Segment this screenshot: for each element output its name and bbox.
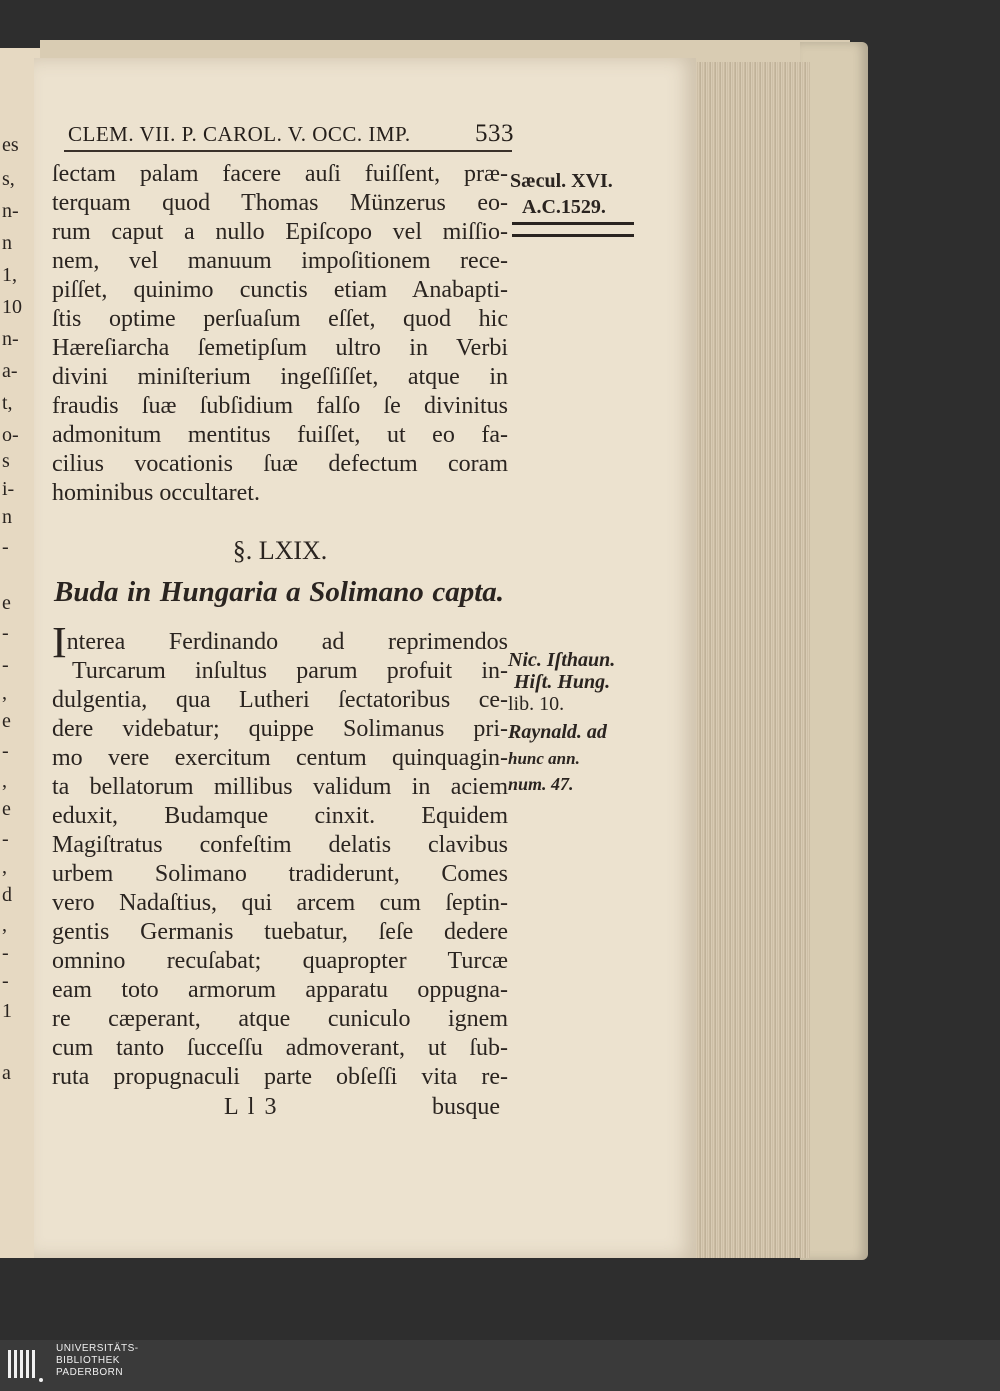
page-block-edges [692, 62, 810, 1258]
prev-page-fragment: d [2, 884, 12, 906]
text-line: ſtis optime perſuaſum eſſet, quod hic [52, 306, 508, 332]
page-number: 533 [475, 120, 514, 147]
margin-note: hunc ann. [508, 749, 580, 768]
text-line: nem, vel manuum impoſitionem rece- [52, 248, 508, 274]
prev-page-fragment: - [2, 654, 9, 676]
prev-page-fragment: , [2, 856, 7, 878]
prev-page-fragment: - [2, 536, 9, 558]
text-line: urbem Solimano tradiderunt, Comes [52, 861, 508, 887]
prev-page-fragment: , [2, 682, 7, 704]
library-name-line: PADERBORN [56, 1367, 124, 1378]
prev-page-fragment: o- [2, 424, 19, 446]
prev-page-fragment: t, [2, 392, 13, 414]
margin-note: num. 47. [508, 774, 574, 794]
margin-anno: A.C.1529. [522, 196, 606, 218]
text-line: omnino recuſabat; quapropter Turcæ [52, 948, 508, 974]
prev-page-fragment: - [2, 970, 9, 992]
prev-page-fragment: 10 [2, 296, 22, 318]
prev-page-fragment: n [2, 506, 12, 528]
prev-page-fragment: - [2, 740, 9, 762]
prev-page-fragment: e [2, 710, 11, 732]
text-line: Turcarum inſultus parum profuit in- [72, 658, 508, 684]
prev-page-fragment: e [2, 592, 11, 614]
text-line: Magiſtratus confeſtim delatis clavibus [52, 832, 508, 858]
text-line: re cæperant, atque cuniculo ignem [52, 1006, 508, 1032]
prev-page-fragment: - [2, 622, 9, 644]
text-line: piſſet, quinimo cunctis etiam Anabapti- [52, 277, 508, 303]
margin-note: Nic. Iſthaun. [508, 649, 616, 671]
prev-page-fragment: , [2, 914, 7, 936]
library-name-line: BIBLIOTHEK [56, 1355, 120, 1366]
prev-page-fragment: n- [2, 328, 19, 350]
margin-note: Raynald. ad [508, 721, 607, 743]
margin-saeculum: Sæcul. XVI. [510, 170, 613, 192]
prev-page-fragment: n [2, 232, 12, 254]
text-line: hominibus occultaret. [52, 480, 260, 506]
text-line: admonitum mentitus fuiſſet, ut eo fa- [52, 422, 508, 448]
prev-page-fragment: , [2, 770, 7, 792]
prev-page-fragment: i- [2, 478, 15, 500]
text-line: vero Nadaſtius, qui arcem cum ſeptin- [52, 890, 508, 916]
margin-double-rule [512, 222, 634, 237]
book-cover-edge [800, 42, 868, 1260]
text-line: dere videbatur; quippe Solimanus pri- [52, 716, 508, 742]
text-line-rest: nterea Ferdinando ad reprimendos [66, 629, 508, 655]
prev-page-fragment: s, [2, 168, 15, 190]
text-line: Hæreſiarcha ſemetipſum ultro in Verbi [52, 335, 508, 361]
text-line: ruta propugnaculi parte obſeſſi vita re- [52, 1064, 508, 1090]
text-line: eam toto armorum apparatu oppugna- [52, 977, 508, 1003]
text-line: ſectam palam facere auſi fuiſſent, præ- [52, 161, 508, 187]
prev-page-fragment: - [2, 942, 9, 964]
text-line: ta bellatorum millibus validum in aciem [52, 774, 508, 800]
prev-page-fragment: es [2, 134, 19, 156]
prev-page-fragment: - [2, 828, 9, 850]
prev-page-fragment: n- [2, 200, 19, 222]
text-line: gentis Germanis tuebatur, ſeſe dedere [52, 919, 508, 945]
section-number: §. LXIX. [232, 536, 328, 565]
text-line: rum caput a nullo Epiſcopo vel miſſio- [52, 219, 508, 245]
library-name-line: UNIVERSITÄTS- [56, 1343, 139, 1354]
prev-page-fragment: a [2, 1062, 11, 1084]
text-line: cum tanto ſucceſſu admoverant, ut ſub- [52, 1035, 508, 1061]
running-title: CLEM. VII. P. CAROL. V. OCC. IMP. [68, 122, 411, 146]
prev-page-fragment: e [2, 798, 11, 820]
text-line: fraudis ſuæ ſubſidium falſo ſe divinitus [52, 393, 508, 419]
library-logo-icon [6, 1346, 44, 1384]
text-line: mo vere exercitum centum quinquagin- [52, 745, 508, 771]
library-name [56, 1343, 139, 1379]
library-footer-bar [0, 1340, 1000, 1391]
paragraph-one [52, 160, 508, 508]
text-line: cilius vocationis ſuæ defectum coram [52, 451, 508, 477]
text-line: dulgentia, qua Lutheri ſectatoribus ce- [52, 687, 508, 713]
section-title: Buda in Hungaria a Solimano capta. [54, 576, 504, 608]
margin-note: Hiſt. Hung. [514, 671, 611, 693]
text-line: terquam quod Thomas Münzerus eo- [52, 190, 508, 216]
text-line-first [52, 618, 508, 667]
prev-page-fragment: 1 [2, 1000, 12, 1022]
signature-mark: L l 3 [224, 1094, 279, 1120]
prev-page-fragment: 1, [2, 264, 17, 286]
text-line: eduxit, Budamque cinxit. Equidem [52, 803, 508, 829]
text-line: divini miniſterium ingeſſiſſet, atque in [52, 364, 508, 390]
running-header [68, 120, 514, 152]
drop-capital: I [52, 618, 67, 667]
catchword: busque [432, 1094, 500, 1120]
header-rule [64, 150, 512, 152]
prev-page-fragment: s [2, 450, 10, 472]
margin-note: lib. 10. [508, 693, 565, 715]
paragraph-two [52, 618, 508, 1092]
prev-page-fragment: a- [2, 360, 18, 382]
